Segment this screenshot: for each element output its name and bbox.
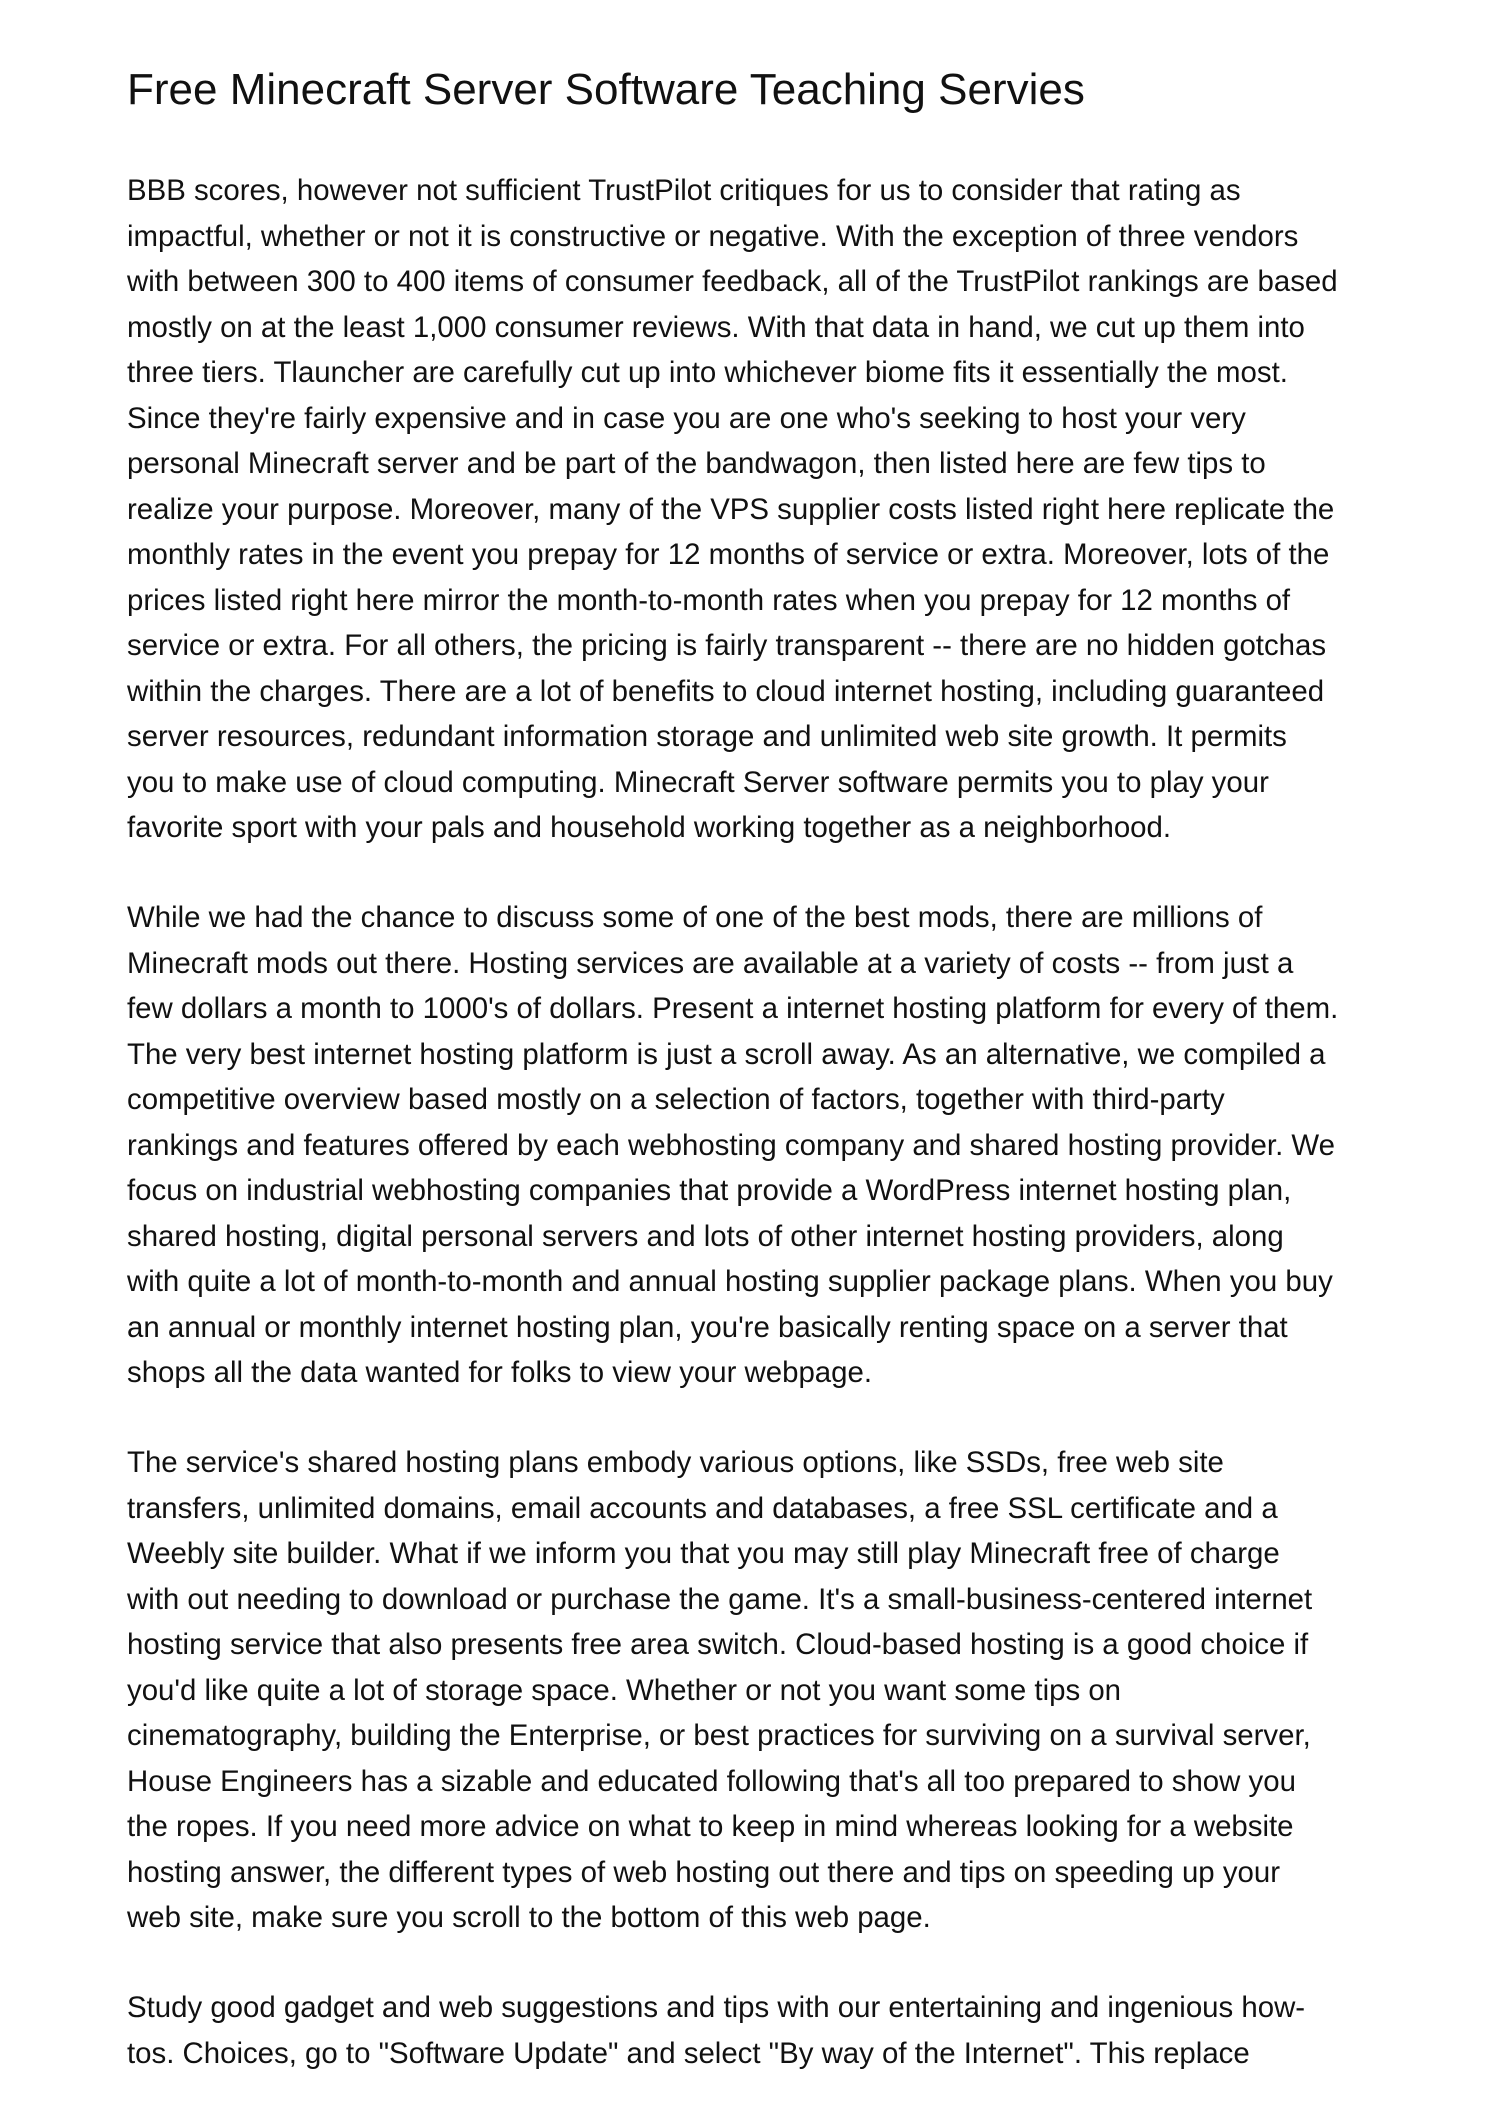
- text-line: cinematography, building the Enterprise, or best practices for surviving on a survival server,: [127, 1719, 1311, 1752]
- text-line: mostly on at the least 1,000 consumer reviews. With that data in hand, we cut up them into: [127, 310, 1305, 344]
- text-line: you to make use of cloud computing. Minecraft Server software permits you to play your: [127, 765, 1269, 799]
- text-line: impactful, whether or not it is constructive or negative. With the exception of three vendors: [127, 219, 1299, 253]
- paragraph-4: [127, 1985, 1305, 2076]
- text-line: The service's shared hosting plans embody various options, like SSDs, free web site: [127, 1446, 1224, 1479]
- text-line: you'd like quite a lot of storage space. Whether or not you want some tips on: [127, 1673, 1122, 1707]
- text-line: shared hosting, digital personal servers and lots of other internet hosting providers, along: [127, 1219, 1284, 1253]
- text-line: within the charges. There are a lot of benefits to cloud internet hosting, including guaranteed: [127, 674, 1325, 708]
- text-line: personal Minecraft server and be part of the bandwagon, then listed here are few tips to: [127, 447, 1266, 480]
- text-line: monthly rates in the event you prepay for 12 months of service or extra. Moreover, lots of the: [127, 538, 1330, 571]
- text-line: an annual or monthly internet hosting plan, you're basically renting space on a server that: [127, 1310, 1288, 1344]
- text-line: competitive overview based mostly on a selection of factors, together with third-party: [127, 1083, 1225, 1116]
- text-line: favorite sport with your pals and household working together as a neighborhood.: [127, 811, 1172, 844]
- text-line: Study good gadget and web suggestions and tips with our entertaining and ingenious how-: [127, 1991, 1306, 2024]
- paragraph-2: [127, 895, 1338, 1396]
- text-line: prices listed right here mirror the month-to-month rates when you prepay for 12 months of: [127, 583, 1291, 617]
- text-line: server resources, redundant information storage and unlimited web site growth. It permits: [127, 720, 1287, 753]
- text-line: BBB scores, however not sufficient TrustPilot critiques for us to consider that rating as: [127, 174, 1241, 207]
- text-line: the ropes. If you need more advice on what to keep in mind whereas looking for a website: [127, 1810, 1294, 1843]
- text-line: hosting service that also presents free area switch. Cloud-based hosting is a good choice if: [127, 1628, 1309, 1661]
- text-line: Weebly site builder. What if we inform you that you may still play Minecraft free of charge: [127, 1537, 1280, 1570]
- text-line: transfers, unlimited domains, email accounts and databases, a free SSL certificate and a: [127, 1491, 1278, 1525]
- paragraph-3: [127, 1440, 1312, 1941]
- text-line: with quite a lot of month-to-month and annual hosting supplier package plans. When you buy: [127, 1265, 1333, 1298]
- page-title: Free Minecraft Server Software Teaching Servies: [127, 65, 1085, 114]
- text-line: rankings and features offered by each webhosting company and shared hosting provider. We: [127, 1128, 1335, 1162]
- text-line: shops all the data wanted for folks to view your webpage.: [127, 1356, 872, 1389]
- text-line: focus on industrial webhosting companies that provide a WordPress internet hosting plan,: [127, 1174, 1292, 1207]
- text-line: three tiers. Tlauncher are carefully cut up into whichever biome fits it essentially the most.: [127, 356, 1288, 389]
- text-line: few dollars a month to 1000's of dollars. Present a internet hosting platform for every of them.: [127, 992, 1339, 1025]
- text-line: House Engineers has a sizable and educated following that's all too prepared to show you: [127, 1764, 1296, 1798]
- text-line: The very best internet hosting platform is just a scroll away. As an alternative, we compiled a: [127, 1037, 1326, 1071]
- text-line: Since they're fairly expensive and in case you are one who's seeking to host your very: [127, 401, 1246, 435]
- text-line: tos. Choices, go to "Software Update" and select "By way of the Internet". This replace: [127, 2036, 1250, 2070]
- text-line: hosting answer, the different types of web hosting out there and tips on speeding up your: [127, 1855, 1280, 1889]
- text-line: service or extra. For all others, the pricing is fairly transparent -- there are no hidden gotchas: [127, 629, 1327, 662]
- text-line: realize your purpose. Moreover, many of the VPS supplier costs listed right here replicate the: [127, 492, 1335, 526]
- paragraph-1: [127, 168, 1338, 851]
- text-line: with out needing to download or purchase the game. It's a small-business-centered internet: [127, 1582, 1313, 1616]
- text-line: web site, make sure you scroll to the bottom of this web page.: [127, 1901, 931, 1934]
- text-line: While we had the chance to discuss some of one of the best mods, there are millions of: [127, 901, 1263, 934]
- text-line: with between 300 to 400 items of consumer feedback, all of the TrustPilot rankings are based: [127, 265, 1338, 298]
- text-line: Minecraft mods out there. Hosting services are available at a variety of costs -- from just a: [127, 946, 1294, 980]
